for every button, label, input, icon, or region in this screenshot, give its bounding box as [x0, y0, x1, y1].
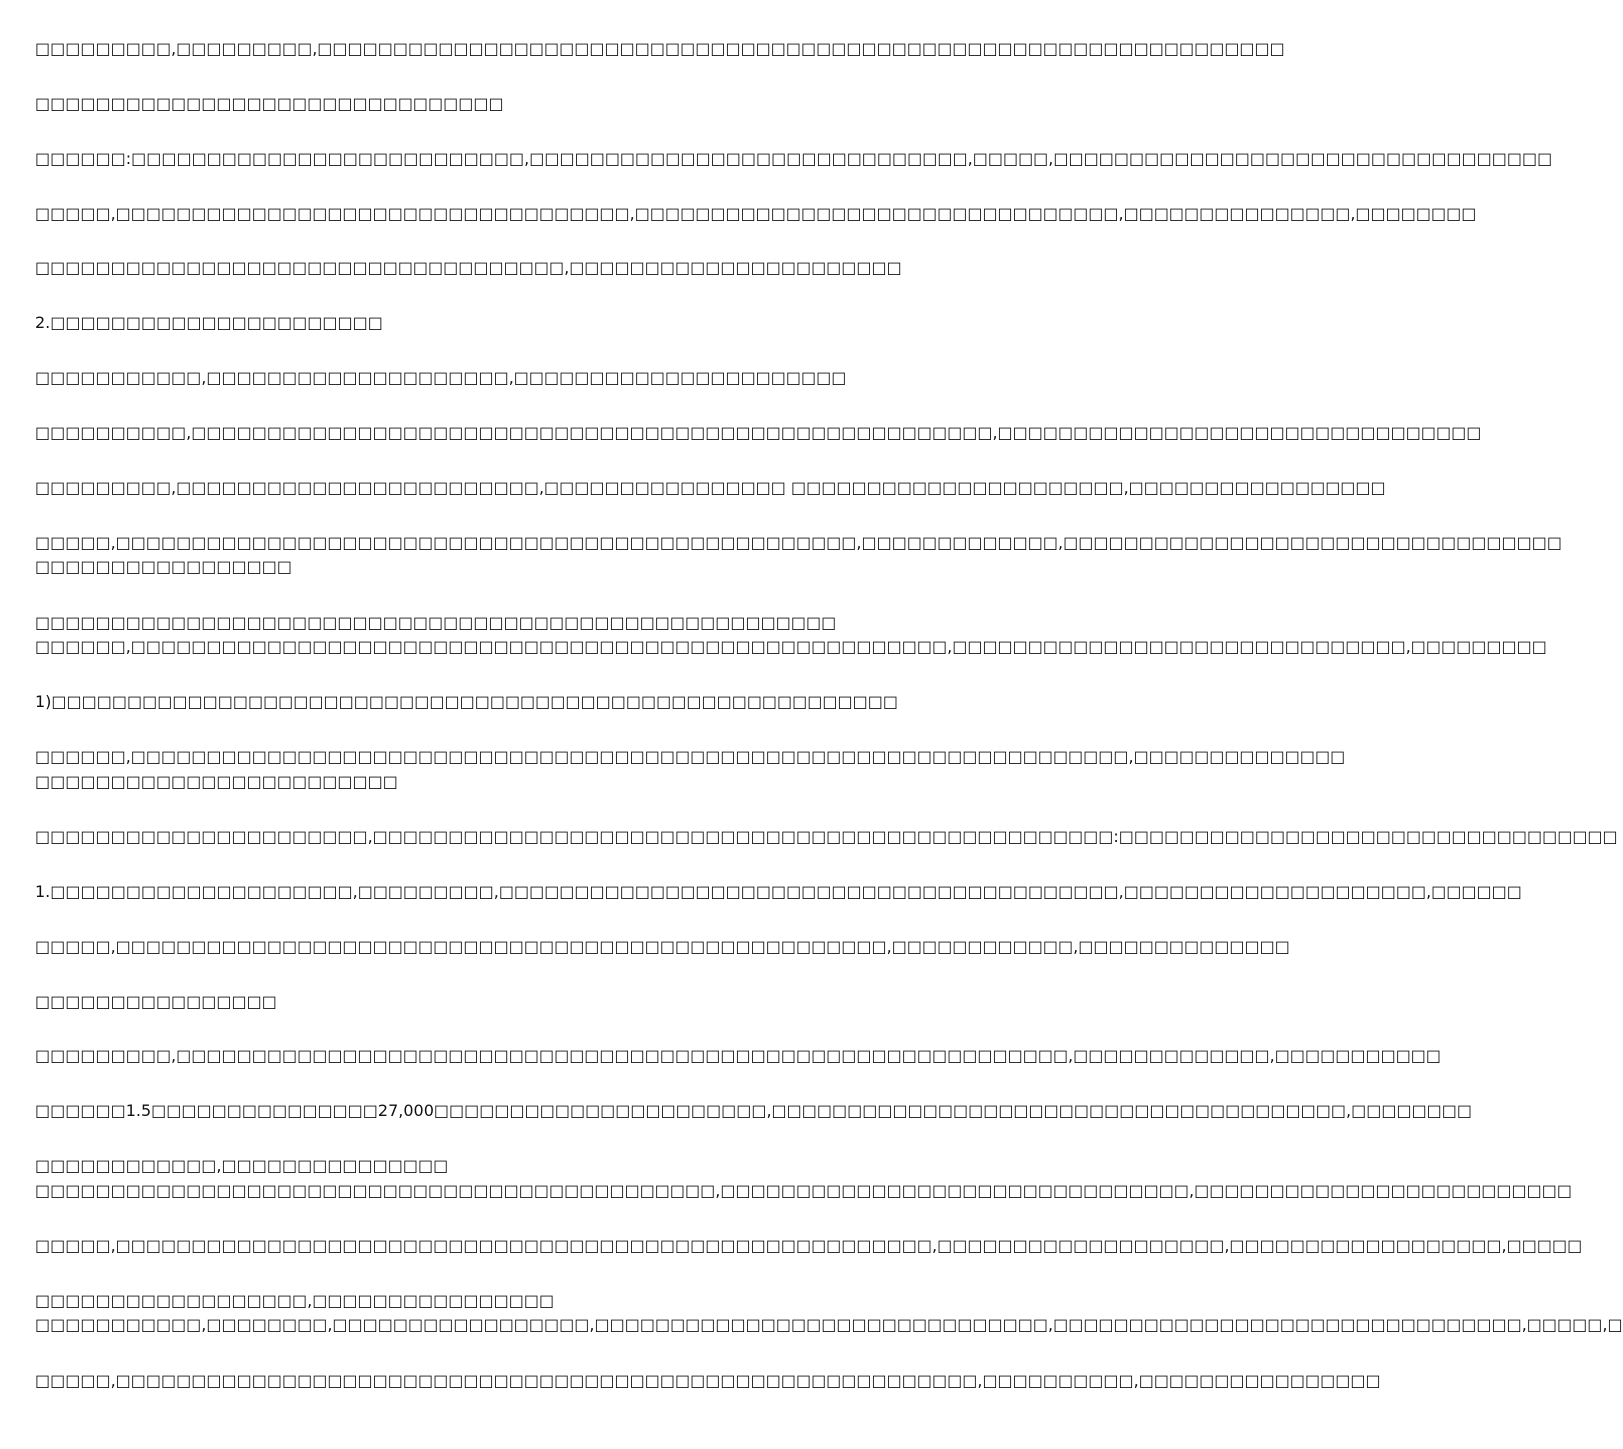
paragraph-line: □□□□□□□□□□□□□□□□□□,□□□□□□□□□□□□□□□□ [35, 1291, 555, 1310]
paragraph-line: □□□□□□□□□□□□□□□□□□□□□□□□□□□□□□□□□□□,□□□□□□□□□□□□□□□□□□□□□□ [35, 258, 902, 277]
paragraph-line: □□□□□□,□□□□□□□□□□□□□□□□□□□□□□□□□□□□□□□□□□□□□□□□□□□□□□□□□□□□□□□□□□□□□□□□□□,□□□□□□□□□□□□□□ [35, 747, 1346, 766]
paragraph-line: □□□□□□□□□□□□,□□□□□□□□□□□□□□□ [35, 1156, 449, 1175]
paragraph-line: □□□□□□□□□,□□□□□□□□□□□□□□□□□□□□□□□□,□□□□□□□□□□□□□□□□ □□□□□□□□□□□□□□□□□□□□□□,□□□□□□□□□□□□□□□□□ [35, 478, 1386, 497]
paragraph-line: □□□□□□□□□□,□□□□□□□□□□□□□□□□□□□□□□□□□□□□□□□□□□□□□□□□□□□□□□□□□□□□□,□□□□□□□□□□□□□□□□□□□□□□□□□□□□□□□□ [35, 423, 1482, 442]
list-item-heading: 1)□□□□□□□□□□□□□□□□□□□□□□□□□□□□□□□□□□□□□□□□□□□□□□□□□□□□□□□□ [35, 692, 898, 711]
paragraph-line: □□□□□,□□□□□□□□□□□□□□□□□□□□□□□□□□□□□□□□□□,□□□□□□□□□□□□□□□□□□□□□□□□□□□□□□□□,□□□□□□□□□□□□□□□,□□□□□□□□ [35, 204, 1477, 223]
paragraph-line: □□□□□,□□□□□□□□□□□□□□□□□□□□□□□□□□□□□□□□□□□□□□□□□□□□□□□□□□□□□□□□□,□□□□□□□□□□,□□□□□□□□□□□□□□□□ [35, 1371, 1381, 1390]
paragraph-line: □□□□□,□□□□□□□□□□□□□□□□□□□□□□□□□□□□□□□□□□□□□□□□□□□□□□□□□,□□□□□□□□□□□□□,□□□□□□□□□□□□□□□□□□□□□□□□□□□□□□□□□ [35, 533, 1562, 552]
list-item: 1.□□□□□□□□□□□□□□□□□□□□,□□□□□□□□□,□□□□□□□□□□□□□□□□□□□□□□□□□□□□□□□□□□□□□□□□□,□□□□□□□□□□□□□□□□□□□□,□□□□□□ [35, 882, 1522, 901]
paragraph-line: □□□□□□:□□□□□□□□□□□□□□□□□□□□□□□□□□,□□□□□□□□□□□□□□□□□□□□□□□□□□□□□,□□□□□,□□□□□□□□□□□□□□□□□□□□□□□□□□□□□□□□□ [35, 149, 1553, 168]
section-heading: 2.□□□□□□□□□□□□□□□□□□□□□□ [35, 313, 383, 332]
paragraph-line: □□□□□□□□□□□□□□□□□□□□□□□□□□□□□□□□□□□□□□□□□□□□□□□□□□□□□ [35, 613, 837, 632]
paragraph-line: □□□□□□1.5□□□□□□□□□□□□□□□27,000□□□□□□□□□□□□□□□□□□□□□□,□□□□□□□□□□□□□□□□□□□□□□□□□□□□□□□□□□□□□□,□□□□□□□□ [35, 1101, 1473, 1120]
paragraph-line: □□□□□□□□□□□□□□□□ [35, 992, 277, 1011]
paragraph-line: □□□□□□□□□□□□□□□□□□□□□□□□ [35, 772, 398, 791]
paragraph-line: □□□□□□□□□,□□□□□□□□□,□□□□□□□□□□□□□□□□□□□□□□□□□□□□□□□□□□□□□□□□□□□□□□□□□□□□□□□□□□□□□□□□ [35, 39, 1285, 58]
paragraph-line: □□□□□□□□□□□□□□□□□□□□□□□□□□□□□□□ [35, 94, 504, 113]
paragraph-line: □□□□□□□□□□□□□□□□□□□□□□,□□□□□□□□□□□□□□□□□□□□□□□□□□□□□□□□□□□□□□□□□□□□□□□□□:□□□□□□□□□□□□□□□□□□□□□□□□□□□□□□□□□ [35, 827, 1618, 846]
paragraph-line: □□□□□□,□□□□□□□□□□□□□□□□□□□□□□□□□□□□□□□□□□□□□□□□□□□□□□□□□□□□□□,□□□□□□□□□□□□□□□□□□□□□□□□□□□□□□,□□□□□□□□□ [35, 637, 1547, 656]
paragraph-line: □□□□□,□□□□□□□□□□□□□□□□□□□□□□□□□□□□□□□□□□□□□□□□□□□□□□□□□□□□□□,□□□□□□□□□□□□□□□□□□□,□□□□□□□□□□□□□□□□□□,□□□□□ [35, 1236, 1583, 1255]
paragraph-line: □□□□□□□□□,□□□□□□□□□□□□□□□□□□□□□□□□□□□□□□□□□□□□□□□□□□□□□□□□□□□□□□□□□□□,□□□□□□□□□□□□□,□□□□□□□□□□□ [35, 1046, 1442, 1065]
paragraph-line: □□□□□□□□□□□□□□□□□□□□□□□□□□□□□□□□□□□□□□□□□□□□□,□□□□□□□□□□□□□□□□□□□□□□□□□□□□□□□,□□□□□□□□□□□□□□□□□□□□□□□□□ [35, 1181, 1573, 1200]
paragraph-line: □□□□□□□□□□□,□□□□□□□□,□□□□□□□□□□□□□□□□□,□□□□□□□□□□□□□□□□□□□□□□□□□□□□□□,□□□□□□□□□□□□□□□□□□□□□□□□□□□□□□□,□□□□□,□ [35, 1315, 1623, 1334]
paragraph-line: □□□□□□□□□□□,□□□□□□□□□□□□□□□□□□□□,□□□□□□□□□□□□□□□□□□□□□□ [35, 368, 847, 387]
paragraph-line: □□□□□□□□□□□□□□□□□ [35, 557, 292, 576]
paragraph-line: □□□□□,□□□□□□□□□□□□□□□□□□□□□□□□□□□□□□□□□□□□□□□□□□□□□□□□□□□,□□□□□□□□□□□□,□□□□□□□□□□□□□□ [35, 937, 1290, 956]
